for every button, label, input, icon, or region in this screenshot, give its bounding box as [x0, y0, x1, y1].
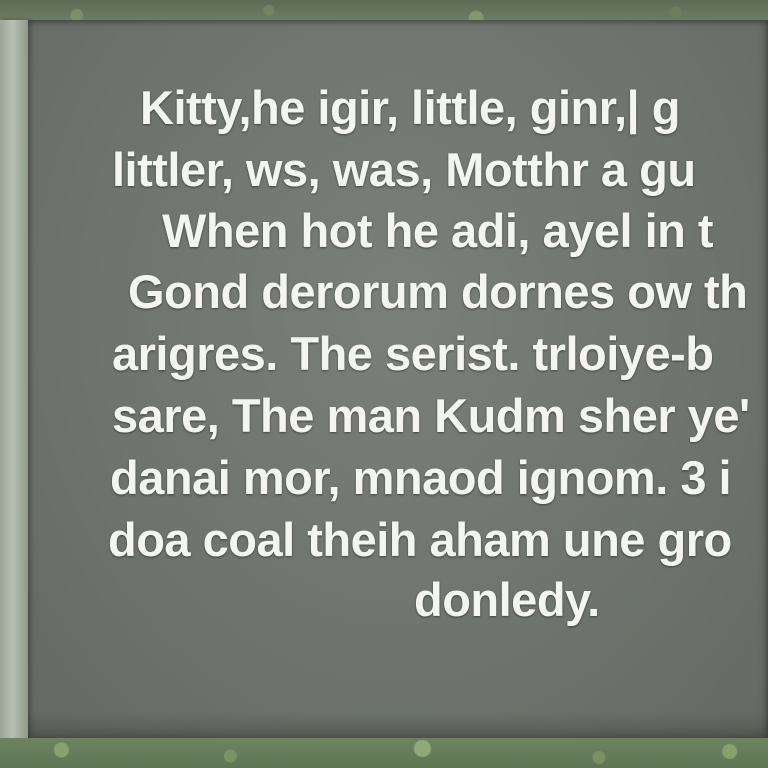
sign-text-line: Gond derorum dornes ow th: [128, 265, 748, 318]
sign-text-line: donledy.: [414, 573, 600, 626]
sign-text-line: danai mor, mnaod ignom. 3 i: [110, 451, 732, 504]
sign-text-line: Kitty,he igir, little, ginr,| g: [140, 81, 680, 134]
sign-text-line: When hot he adi, ayel in t: [162, 204, 714, 257]
sign-text-line: arigres. The serist. trloiye-b: [112, 327, 714, 380]
sign-text-line: sare, The man Kudm sher ye': [112, 389, 750, 442]
sign-text-line: doa coal theih aham une gro: [108, 513, 732, 566]
sign-text-line: littler, ws, was, Motthr a gu: [112, 143, 696, 196]
